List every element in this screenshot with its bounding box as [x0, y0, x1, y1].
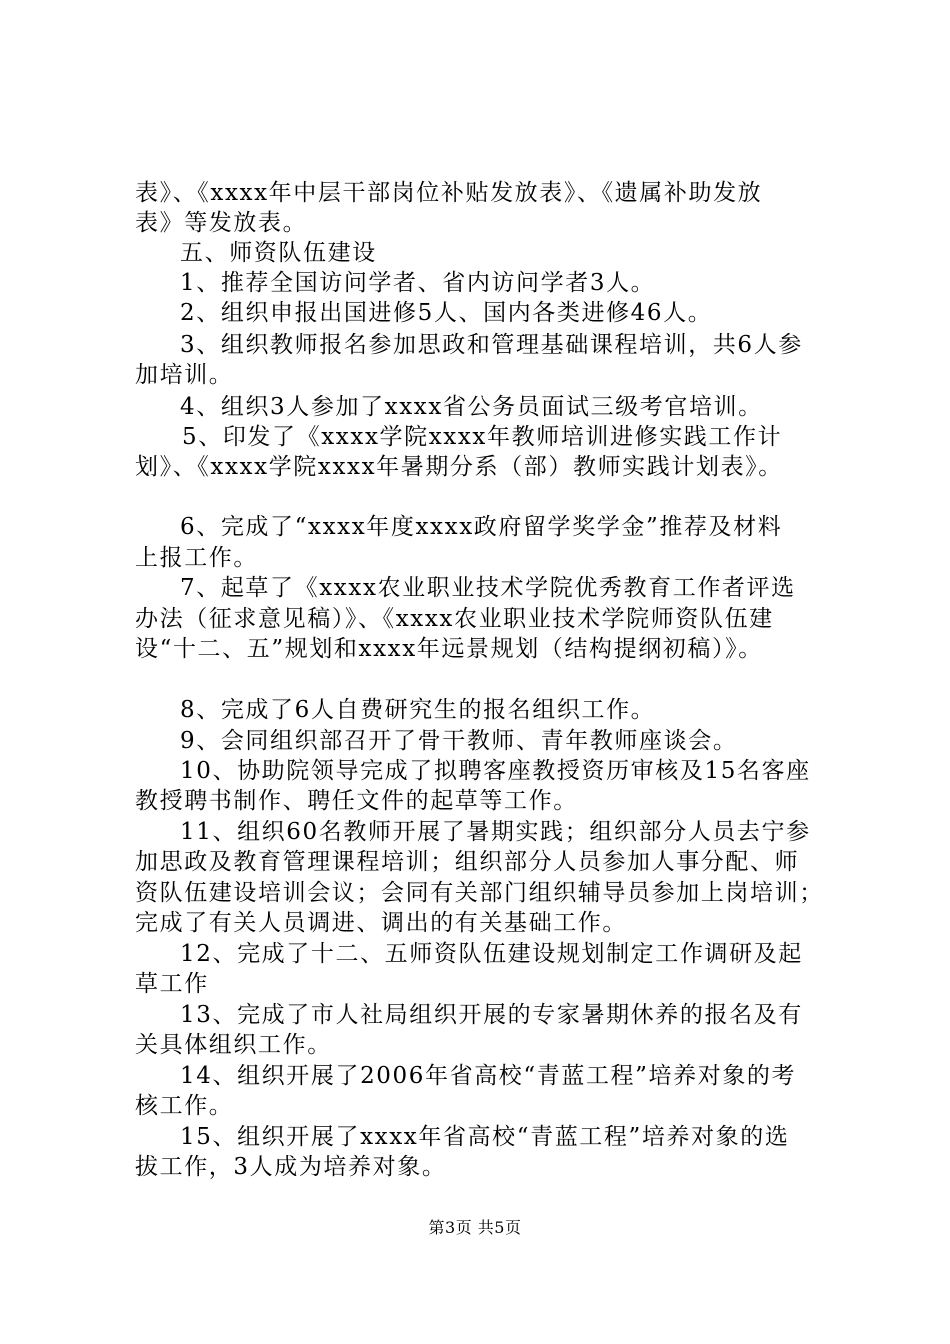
body-line-29: 核工作。: [135, 1093, 234, 1119]
body-line-8: 4、组织3人参加了xxxx省公务员面试三级考官培训。: [180, 394, 763, 420]
body-line-12: 上报工作。: [135, 545, 258, 571]
section-heading: 五、师资队伍建设: [180, 240, 377, 266]
body-line-2: 表》等发放表。: [135, 210, 308, 236]
body-line-14: 办法（征求意见稿）》、《xxxx农业职业技术学院师资队伍建: [135, 606, 774, 632]
body-line-24: 12、完成了十二、五师资队伍建设规划制定工作调研及起: [180, 941, 803, 967]
body-line-4: 1、推荐全国访问学者、省内访问学者3人。: [180, 270, 656, 296]
body-line-20: 11、组织60名教师开展了暑期实践；组织部分人员去宁参: [180, 819, 811, 845]
body-line-15: 设“十二、五”规划和xxxx年远景规划（结构提纲初稿）》。: [135, 636, 763, 662]
body-line-1: 表》、《xxxx年中层干部岗位补贴发放表》、《遗属补助发放: [135, 180, 763, 206]
body-line-22: 资队伍建设培训会议；会同有关部门组织辅导员参加上岗培训；: [135, 880, 824, 906]
body-line-10: 划》、《xxxx学院xxxx年暑期分系（部）教师实践计划表》。: [135, 454, 783, 480]
body-line-16: 8、完成了6人自费研究生的报名组织工作。: [180, 697, 656, 723]
body-line-21: 加思政及教育管理课程培训；组织部分人员参加人事分配、师: [135, 849, 800, 875]
body-line-19: 教授聘书制作、聘任文件的起草等工作。: [135, 788, 578, 814]
body-line-7: 加培训。: [135, 362, 234, 388]
body-line-28: 14、组织开展了2006年省高校“青蓝工程”培养对象的考: [180, 1063, 797, 1089]
body-line-31: 拔工作，3人成为培养对象。: [135, 1154, 447, 1180]
body-line-25: 草工作: [135, 971, 209, 997]
body-line-27: 关具体组织工作。: [135, 1032, 332, 1058]
body-line-13: 7、起草了《xxxx农业职业技术学院优秀教育工作者评选: [180, 575, 796, 601]
body-line-11: 6、完成了“xxxx年度xxxx政府留学奖学金”推荐及材料: [180, 514, 783, 540]
body-line-5: 2、组织申报出国进修5人、国内各类进修46人。: [180, 300, 713, 326]
body-line-23: 完成了有关人员调进、调出的有关基础工作。: [135, 910, 627, 936]
body-line-17: 9、会同组织部召开了骨干教师、青年教师座谈会。: [180, 728, 738, 754]
body-line-18: 10、协助院领导完成了拟聘客座教授资历审核及15名客座: [180, 758, 811, 784]
page-number-footer: 第3页 共5页: [428, 1218, 522, 1237]
body-line-26: 13、完成了市人社局组织开展的专家暑期休养的报名及有: [180, 1002, 803, 1028]
body-line-30: 15、组织开展了xxxx年省高校“青蓝工程”培养对象的选: [180, 1124, 790, 1150]
body-line-6: 3、组织教师报名参加思政和管理基础课程培训，共6人参: [180, 332, 803, 358]
body-line-9: 5、印发了《xxxx学院xxxx年教师培训进修实践工作计: [182, 424, 783, 450]
